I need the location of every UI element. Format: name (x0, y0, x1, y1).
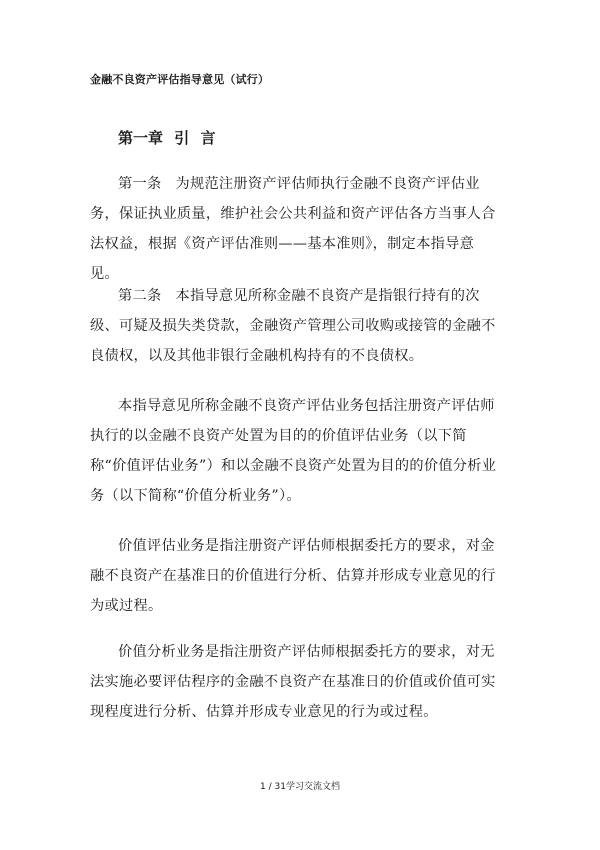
chapter-title: 第一章 引 言 (118, 129, 216, 147)
paragraph-text: 本指导意见所称金融不良资产是指银行持有的次级、可疑及损失类贷款，金融资产管理公司收购或接管的金融不良债权，以及其他非银行金融机构持有的不良债权。 (90, 288, 496, 364)
definition-scope-paragraph (90, 391, 502, 511)
analysis-definition-paragraph (90, 637, 502, 727)
paragraph-text: 为规范注册资产评估师执行金融不良资产评估业务，保证执业质量，维护社会公共利益和资产评估各方当事人合法权益，根据《资产评估准则——基本准则》，制定本指导意见。 (90, 176, 496, 282)
document-header: 金融不良资产评估指导意见（试行） (90, 73, 270, 86)
valuation-definition-paragraph (90, 531, 502, 621)
paragraph-text: 本指导意见所称金融不良资产评估业务包括注册资产评估师执行的以金融不良资产处置为目的的价值评估业务（以下简称“价值评估业务”）和以金融不良资产处置为目的的价值分析业务（以下简称“价值分析业务”）。 (90, 398, 497, 504)
paragraph-text: 价值评估业务是指注册资产评估师根据委托方的要求，对金融不良资产在基准日的价值进行分析、估算并形成专业意见的行为或过程。 (90, 538, 496, 614)
article-1-paragraph (90, 169, 502, 289)
article-2-paragraph (90, 281, 502, 371)
paragraph-text: 价值分析业务是指注册资产评估师根据委托方的要求，对无法实施必要评估程序的金融不良资产在基准日的价值或价值可实现程度进行分析、估算并形成专业意见的行为或过程。 (90, 644, 496, 720)
page-footer: 1 / 31学习交流文档 (260, 782, 340, 792)
article-number: 第一条 (118, 176, 162, 192)
article-number: 第二条 (118, 288, 162, 304)
